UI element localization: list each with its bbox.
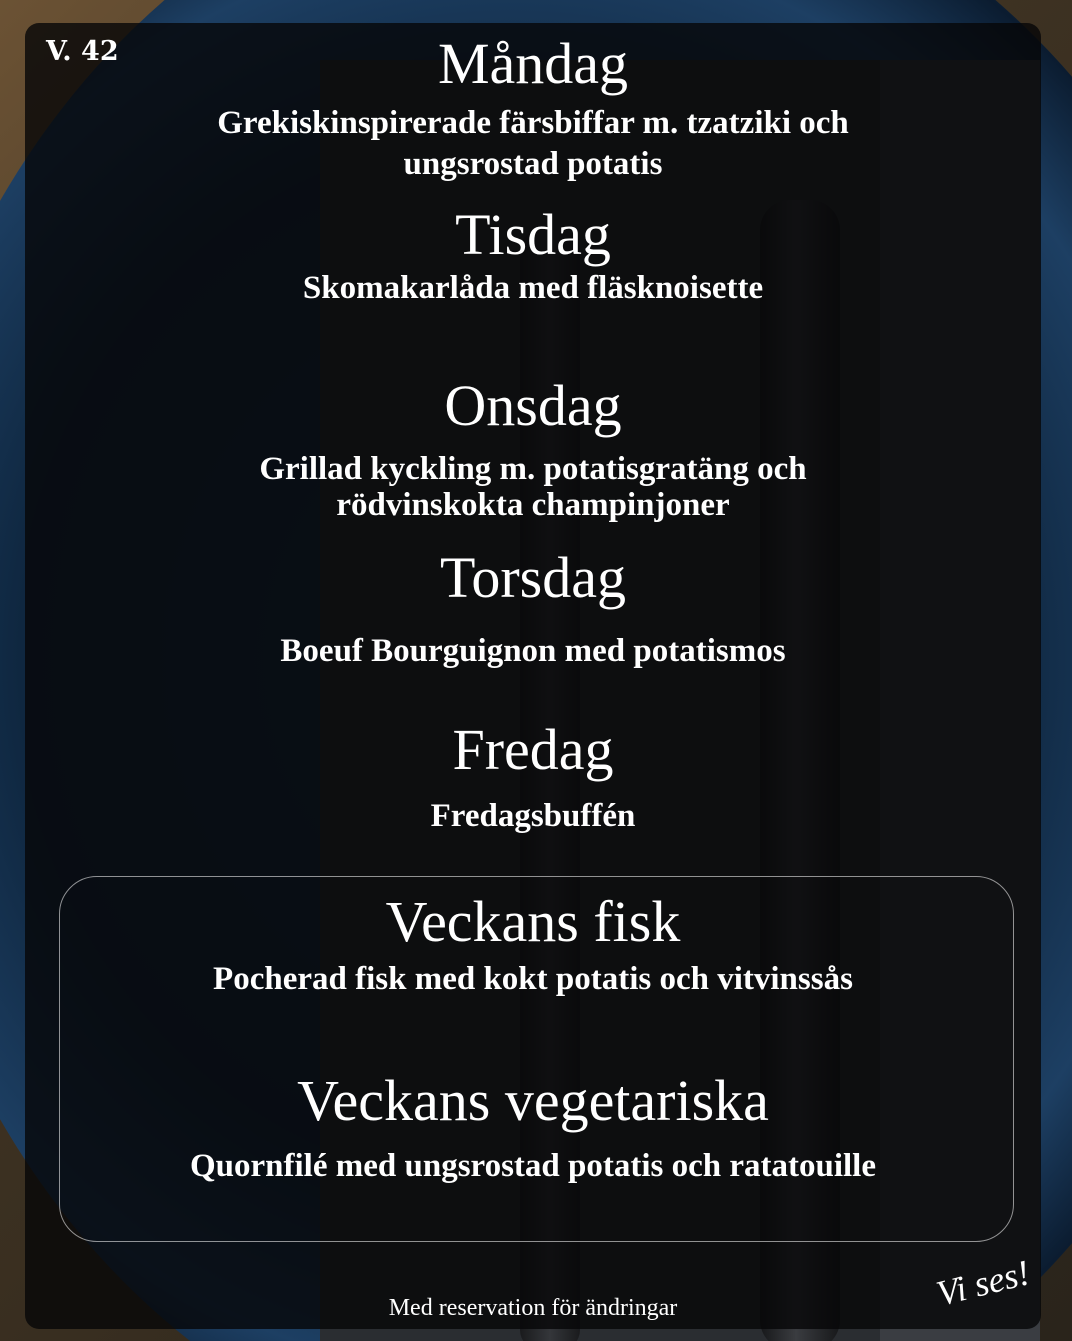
signature: Vi ses! bbox=[932, 1252, 1034, 1314]
dish-monday-line2: ungsrostad potatis bbox=[403, 146, 663, 182]
special-dish-vegetarian: Quornfilé med ungsrostad potatis och ratatouille bbox=[190, 1148, 876, 1184]
dish-friday: Fredagsbuffén bbox=[430, 798, 636, 834]
reservation-footer: Med reservation för ändringar bbox=[388, 1295, 678, 1321]
day-title-wednesday: Onsdag bbox=[444, 373, 622, 438]
dish-wednesday-line2: rödvinskokta champinjoner bbox=[336, 487, 730, 523]
dish-thursday: Boeuf Bourguignon med potatismos bbox=[280, 633, 786, 669]
day-title-tuesday: Tisdag bbox=[455, 202, 611, 267]
special-title-vegetarian: Veckans vegetariska bbox=[297, 1068, 769, 1133]
day-title-monday: Måndag bbox=[437, 31, 629, 96]
day-title-thursday: Torsdag bbox=[439, 545, 626, 610]
dish-tuesday: Skomakarlåda med fläsknoisette bbox=[302, 270, 764, 306]
week-number: V. 42 bbox=[46, 36, 119, 67]
day-title-friday: Fredag bbox=[452, 717, 614, 782]
dish-wednesday-line1: Grillad kyckling m. potatisgratäng och bbox=[259, 451, 807, 487]
special-dish-fish: Pocherad fisk med kokt potatis och vitvinssås bbox=[213, 961, 853, 997]
dish-monday-line1: Grekiskinspirerade färsbiffar m. tzatziki och bbox=[217, 105, 849, 141]
special-title-fish: Veckans fisk bbox=[385, 889, 681, 954]
